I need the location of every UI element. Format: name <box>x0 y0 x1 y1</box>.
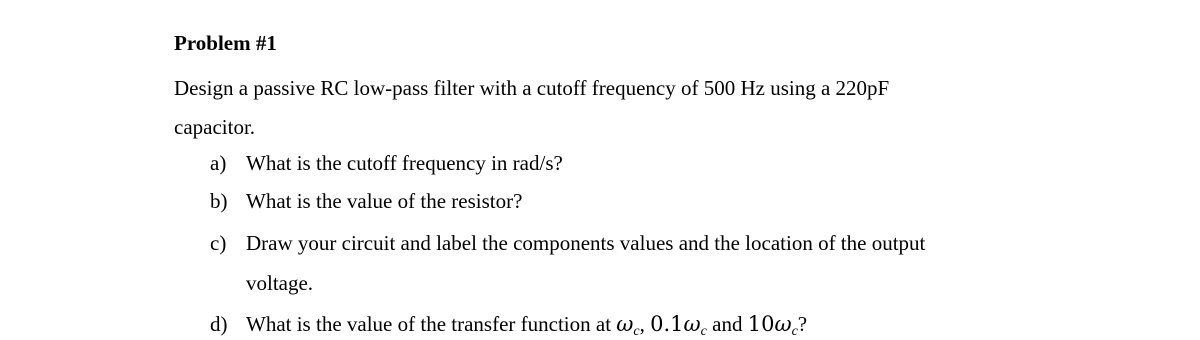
question-mark: ? <box>797 312 808 336</box>
question-b-letter: b) <box>210 189 228 213</box>
omega-subscript: c <box>633 324 640 339</box>
question-d-text-before: What is the value of the transfer function at <box>246 312 617 336</box>
omega-symbol: ω <box>616 312 634 336</box>
question-c-text-continued: voltage. <box>246 271 314 295</box>
separator-comma: , <box>639 312 651 336</box>
omega-subscript: c <box>700 324 707 339</box>
intro-line-2: capacitor. <box>174 115 256 139</box>
omega-symbol: ω <box>774 312 792 336</box>
intro-line-1: Design a passive RC low-pass filter with a cutoff frequency of 500 Hz using a 220pF <box>174 76 890 100</box>
problem-title: Problem #1 <box>174 31 277 55</box>
question-d-letter: d) <box>210 312 228 336</box>
question-b-text: What is the value of the resistor? <box>246 189 523 213</box>
problem-intro <box>174 69 1074 147</box>
conjunction-and: and <box>706 312 748 336</box>
coefficient-0-1: 0.1 <box>650 312 684 336</box>
omega-subscript: c <box>791 324 798 339</box>
question-a-letter: a) <box>210 151 227 175</box>
omega-symbol: ω <box>683 312 701 336</box>
coefficient-10: 10 <box>747 312 775 336</box>
question-d-text <box>246 311 807 340</box>
question-c-letter: c) <box>210 231 227 255</box>
question-c-text: Draw your circuit and label the components values and the location of the output <box>246 231 926 255</box>
question-a-text: What is the cutoff frequency in rad/s? <box>246 151 563 175</box>
